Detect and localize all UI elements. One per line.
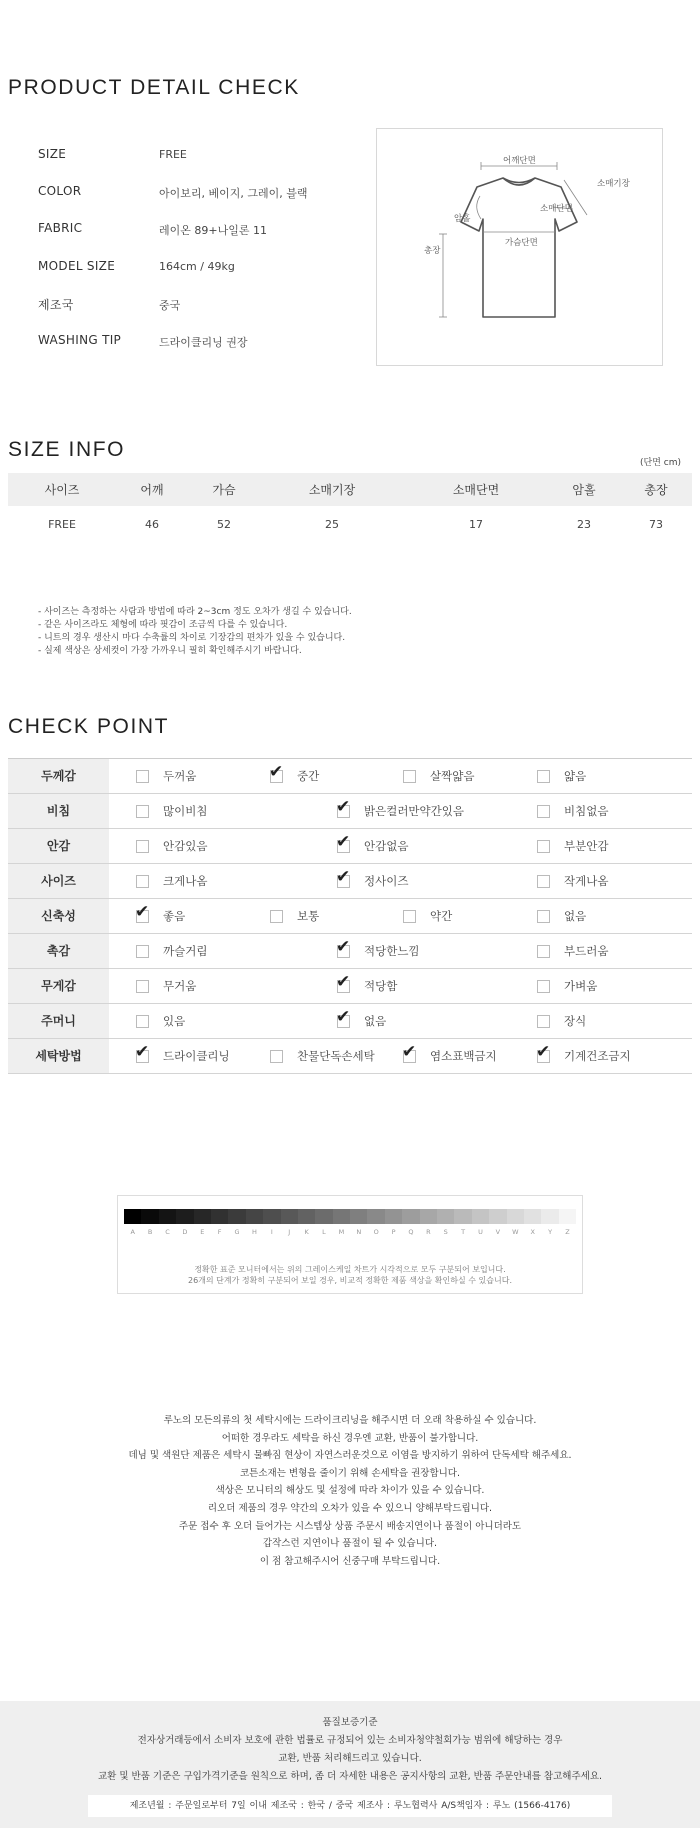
check-row bbox=[8, 829, 692, 864]
footer-line: 교환 및 반품 기준은 구입가격기준을 원칙으로 하며, 좀 더 자세한 내용은 공지사항의 교환, 반품 주문안내를 참고해주세요. bbox=[97, 1770, 603, 1782]
checkmark-icon: ✔ bbox=[336, 1007, 351, 1027]
check-option-label: 부드러움 bbox=[564, 944, 609, 958]
check-row bbox=[8, 934, 692, 969]
gray-letter: C bbox=[165, 1228, 170, 1236]
gray-swatch bbox=[333, 1209, 350, 1224]
gray-swatch bbox=[367, 1209, 384, 1224]
size-note-line: - 사이즈는 측정하는 사람과 방법에 따라 2~3cm 정도 오차가 생길 수 있습니다. bbox=[38, 607, 352, 617]
grayscale-note bbox=[118, 1264, 582, 1286]
spec-key: 제조국 bbox=[38, 297, 74, 312]
check-option-label: 있음 bbox=[163, 1014, 186, 1028]
gray-swatch bbox=[420, 1209, 437, 1224]
check-row-label: 무게감 bbox=[8, 969, 109, 1003]
gray-swatch bbox=[124, 1209, 141, 1224]
care-line: 갑작스런 지연이나 품절이 될 수 있습니다. bbox=[262, 1538, 438, 1550]
diagram-armhole-label: 암홀 bbox=[454, 214, 471, 224]
check-option-label: 안감없음 bbox=[364, 839, 409, 853]
care-line: 리오더 제품의 경우 약간의 오차가 있을 수 있으니 양해부탁드립니다. bbox=[207, 1502, 493, 1514]
diagram-chest-label: 가슴단면 bbox=[505, 238, 538, 248]
check-option-label: 비침없음 bbox=[564, 804, 609, 818]
care-line: 루노의 모든의류의 첫 세탁시에는 드라이크리닝을 해주시면 더 오래 착용하실 수 있습니다. bbox=[163, 1415, 537, 1426]
check-option-label: 적당한느낌 bbox=[364, 944, 420, 958]
size-header-cell: 암홀 bbox=[548, 473, 620, 506]
check-option-label: 장식 bbox=[564, 1014, 587, 1028]
check-option-label: 찬물단독손세탁 bbox=[297, 1049, 375, 1063]
check-option-label: 없음 bbox=[564, 909, 587, 923]
checkbox-icon bbox=[136, 840, 149, 853]
gray-letter: A bbox=[130, 1228, 135, 1236]
checkbox-icon bbox=[537, 770, 550, 783]
check-option-label: 정사이즈 bbox=[364, 874, 409, 888]
check-option-label: 적당함 bbox=[364, 979, 398, 993]
checkbox-icon bbox=[537, 875, 550, 888]
gray-letter: X bbox=[530, 1228, 535, 1236]
gray-letter: I bbox=[270, 1228, 273, 1236]
size-header-cell: 총장 bbox=[620, 473, 692, 506]
spec-key: WASHING TIP bbox=[38, 333, 122, 347]
check-row bbox=[8, 864, 692, 899]
checkmark-icon: ✔ bbox=[269, 762, 284, 782]
spec-key: MODEL SIZE bbox=[38, 258, 116, 273]
size-row bbox=[8, 506, 692, 542]
check-option-label: 무거움 bbox=[163, 979, 197, 993]
gray-swatch bbox=[141, 1209, 158, 1224]
gray-letter: V bbox=[495, 1228, 501, 1236]
checkmark-icon: ✔ bbox=[135, 902, 150, 922]
gray-note-line: 26개의 단계가 정확히 구분되어 보일 경우, 비교적 정확한 제품 색상을 확인하실 수 있습니다. bbox=[188, 1276, 512, 1285]
check-option-label: 염소표백금지 bbox=[430, 1049, 497, 1063]
gray-letter: M bbox=[338, 1228, 345, 1236]
check-option-label: 보통 bbox=[297, 909, 320, 923]
check-point-table bbox=[8, 758, 692, 1074]
gray-swatch bbox=[454, 1209, 471, 1224]
gray-letter: Y bbox=[548, 1228, 553, 1236]
checkbox-icon bbox=[136, 805, 149, 818]
gray-letter: P bbox=[391, 1228, 396, 1236]
check-option-label: 약간 bbox=[430, 909, 453, 923]
size-table bbox=[8, 473, 692, 542]
check-row-label: 사이즈 bbox=[8, 864, 109, 898]
gray-swatch bbox=[472, 1209, 489, 1224]
gray-swatch bbox=[559, 1209, 576, 1224]
check-row-label: 두께감 bbox=[8, 759, 109, 793]
checkmark-icon: ✔ bbox=[336, 867, 351, 887]
checkbox-icon bbox=[403, 770, 416, 783]
check-option-label: 중간 bbox=[297, 769, 320, 783]
check-option-label: 안감있음 bbox=[163, 839, 208, 853]
gray-swatch bbox=[315, 1209, 332, 1224]
gray-swatch bbox=[437, 1209, 454, 1224]
spec-value: 164cm / 49kg bbox=[159, 259, 235, 273]
gray-swatch bbox=[263, 1209, 280, 1224]
size-notes bbox=[38, 606, 352, 658]
gray-letter: H bbox=[251, 1228, 257, 1236]
check-row-label: 비침 bbox=[8, 794, 109, 828]
gray-letter: J bbox=[288, 1228, 291, 1236]
spec-value: 드라이클리닝 권장 bbox=[159, 336, 248, 349]
check-option-label: 기계건조금지 bbox=[564, 1049, 631, 1063]
gray-letter: S bbox=[443, 1228, 448, 1236]
checkbox-icon bbox=[537, 805, 550, 818]
diagram-shoulder-label: 어깨단면 bbox=[503, 156, 536, 166]
checkmark-icon: ✔ bbox=[336, 972, 351, 992]
check-row bbox=[8, 969, 692, 1004]
check-option-label: 크게나옴 bbox=[163, 874, 208, 888]
check-option-label: 작게나옴 bbox=[564, 874, 609, 888]
care-notice bbox=[0, 1412, 700, 1570]
care-line: 주문 접수 후 오더 들어가는 시스템상 상품 주문시 배송지연이나 품절이 아니더라도 bbox=[178, 1520, 522, 1532]
gray-swatch bbox=[541, 1209, 558, 1224]
checkbox-icon bbox=[270, 910, 283, 923]
checkbox-icon bbox=[136, 770, 149, 783]
size-header-cell: 가슴 bbox=[188, 473, 260, 506]
gray-swatch bbox=[194, 1209, 211, 1224]
checkbox-icon bbox=[136, 980, 149, 993]
checkbox-icon bbox=[270, 1050, 283, 1063]
gray-letter: W bbox=[512, 1228, 519, 1236]
gray-letter: Z bbox=[565, 1228, 570, 1236]
spec-key: COLOR bbox=[38, 184, 82, 199]
size-cell: FREE bbox=[48, 517, 76, 531]
gray-letter: N bbox=[356, 1228, 362, 1236]
size-header-cell: 소매기장 bbox=[260, 473, 404, 506]
gray-letter: O bbox=[373, 1228, 379, 1236]
size-header-cell: 소매단면 bbox=[404, 473, 548, 506]
gray-swatch bbox=[524, 1209, 541, 1224]
check-option-label: 얇음 bbox=[564, 769, 587, 783]
checkbox-icon bbox=[403, 910, 416, 923]
check-option-label: 밝은컬러만약간있음 bbox=[364, 804, 464, 818]
grayscale-chart bbox=[117, 1195, 583, 1294]
checkbox-icon bbox=[537, 980, 550, 993]
gray-swatch bbox=[402, 1209, 419, 1224]
size-cell: 25 bbox=[325, 517, 339, 531]
gray-letter: B bbox=[147, 1228, 153, 1236]
size-note-line: - 니트의 경우 생산시 마다 수축률의 차이로 기장감의 편차가 있을 수 있습니다. bbox=[38, 633, 346, 643]
footer-text bbox=[0, 1732, 700, 1785]
check-row bbox=[8, 1039, 692, 1074]
check-row bbox=[8, 899, 692, 934]
check-option-label: 드라이클리닝 bbox=[163, 1049, 230, 1063]
gray-letter: Q bbox=[408, 1228, 414, 1236]
gray-swatch bbox=[211, 1209, 228, 1224]
size-header-cell: 어깨 bbox=[116, 473, 188, 506]
footer-title: 품질보증기준 bbox=[322, 1717, 378, 1728]
checkmark-icon: ✔ bbox=[536, 1042, 551, 1062]
check-option-label: 좋음 bbox=[163, 909, 186, 923]
spec-key: SIZE bbox=[38, 147, 67, 161]
gray-swatch bbox=[385, 1209, 402, 1224]
spec-value: 아이보리, 베이지, 그레이, 블랙 bbox=[159, 187, 308, 201]
check-row-label: 신축성 bbox=[8, 899, 109, 933]
checkmark-icon: ✔ bbox=[336, 832, 351, 852]
size-note-line: - 실제 색상은 상세컷이 가장 가까우니 필히 확인해주시기 바랍니다. bbox=[38, 646, 302, 656]
detail-title: PRODUCT DETAIL CHECK bbox=[8, 76, 300, 99]
care-line: 색상은 모니터의 해상도 및 설정에 따라 차이가 있을 수 있습니다. bbox=[215, 1485, 485, 1497]
footer-line: 교환, 반품 처리해드리고 있습니다. bbox=[278, 1752, 422, 1764]
diagram-sleeve-width-label: 소매단면 bbox=[540, 204, 573, 214]
gray-swatch bbox=[246, 1209, 263, 1224]
gray-letter: F bbox=[217, 1228, 222, 1236]
size-header-cell: 사이즈 bbox=[8, 473, 116, 506]
spec-value: 중국 bbox=[159, 298, 181, 312]
diagram-length-label: 총장 bbox=[424, 246, 441, 256]
checkbox-icon bbox=[537, 910, 550, 923]
checkmark-icon: ✔ bbox=[336, 937, 351, 957]
size-cell: 46 bbox=[145, 517, 159, 531]
care-line: 데님 및 색원단 제품은 세탁시 물빠짐 현상이 자연스러운것으로 이염을 방지하기 위하여 단독세탁 해주세요. bbox=[128, 1450, 572, 1462]
check-row-label: 세탁방법 bbox=[8, 1039, 109, 1073]
gray-letter: D bbox=[182, 1228, 188, 1236]
diagram-sleeve-length-label: 소매기장 bbox=[597, 179, 630, 189]
gray-letter: G bbox=[234, 1228, 240, 1236]
size-diagram bbox=[376, 128, 663, 366]
gray-note-line: 정확한 표준 모니터에서는 위의 그레이스케일 차트가 시각적으로 모두 구분되어 보입니다. bbox=[194, 1265, 506, 1274]
checkmark-icon: ✔ bbox=[336, 797, 351, 817]
checkbox-icon bbox=[537, 945, 550, 958]
gray-letter: L bbox=[322, 1228, 326, 1236]
gray-letter: E bbox=[200, 1228, 205, 1236]
size-cell: 73 bbox=[649, 517, 663, 531]
footer-info-strip: 제조년월 : 주문일로부터 7일 이내 제조국 : 한국 / 중국 제조사 : 루노협력사 A/S책임자 : 루노 (1566-4176) bbox=[88, 1795, 612, 1817]
checkmark-icon: ✔ bbox=[135, 1042, 150, 1062]
check-option-label: 가벼움 bbox=[564, 979, 598, 993]
check-option-label: 부분안감 bbox=[564, 839, 609, 853]
check-row bbox=[8, 794, 692, 829]
care-line: 어떠한 경우라도 세탁을 하신 경우엔 교환, 반품이 불가합니다. bbox=[221, 1432, 479, 1444]
check-row bbox=[8, 759, 692, 794]
gray-swatch bbox=[281, 1209, 298, 1224]
gray-swatch bbox=[228, 1209, 245, 1224]
checkbox-icon bbox=[537, 840, 550, 853]
check-row-label: 안감 bbox=[8, 829, 109, 863]
gray-swatch bbox=[298, 1209, 315, 1224]
size-cell: 23 bbox=[577, 517, 591, 531]
checkbox-icon bbox=[136, 1015, 149, 1028]
check-row-label: 촉감 bbox=[8, 934, 109, 968]
spec-value: 레이온 89+나일론 11 bbox=[159, 224, 267, 238]
size-cell: 17 bbox=[469, 517, 483, 531]
checkbox-icon bbox=[537, 1015, 550, 1028]
gray-letter: R bbox=[426, 1228, 431, 1236]
check-row bbox=[8, 1004, 692, 1039]
footer-line: 전자상거래등에서 소비자 보호에 관한 법률로 규정되어 있는 소비자청약철회가능 범위에 해당하는 경우 bbox=[137, 1735, 563, 1746]
check-point-title: CHECK POINT bbox=[8, 715, 170, 738]
gray-letter: U bbox=[478, 1228, 483, 1236]
gray-letter: K bbox=[304, 1228, 309, 1236]
size-cell: 52 bbox=[217, 517, 231, 531]
check-option-label: 까슬거림 bbox=[163, 944, 208, 958]
care-line: 코튼소재는 변형을 줄이기 위해 손세탁을 권장합니다. bbox=[239, 1467, 460, 1479]
check-row-label: 주머니 bbox=[8, 1004, 109, 1038]
gray-letter: T bbox=[461, 1228, 466, 1236]
grayscale-letters bbox=[124, 1228, 576, 1236]
check-option-label: 두꺼움 bbox=[163, 769, 197, 783]
size-note-line: - 같은 사이즈라도 체형에 따라 핏감이 조금씩 다를 수 있습니다. bbox=[38, 620, 288, 630]
gray-swatch bbox=[350, 1209, 367, 1224]
gray-swatch bbox=[507, 1209, 524, 1224]
care-line: 이 점 참고해주시어 신중구매 부탁드립니다. bbox=[259, 1555, 441, 1567]
checkbox-icon bbox=[136, 875, 149, 888]
quality-footer bbox=[0, 1701, 700, 1828]
gray-swatch bbox=[176, 1209, 193, 1224]
grayscale-swatches bbox=[124, 1209, 576, 1224]
size-unit: (단면 cm) bbox=[640, 458, 681, 468]
checkmark-icon: ✔ bbox=[402, 1042, 417, 1062]
check-option-label: 많이비침 bbox=[163, 804, 208, 818]
spec-key: FABRIC bbox=[38, 221, 83, 236]
size-info-title: SIZE INFO bbox=[8, 438, 126, 461]
spec-value: FREE bbox=[159, 148, 187, 161]
gray-swatch bbox=[159, 1209, 176, 1224]
gray-swatch bbox=[489, 1209, 506, 1224]
check-option-label: 없음 bbox=[364, 1014, 387, 1028]
check-option-label: 살짝얇음 bbox=[430, 769, 475, 783]
checkbox-icon bbox=[136, 945, 149, 958]
